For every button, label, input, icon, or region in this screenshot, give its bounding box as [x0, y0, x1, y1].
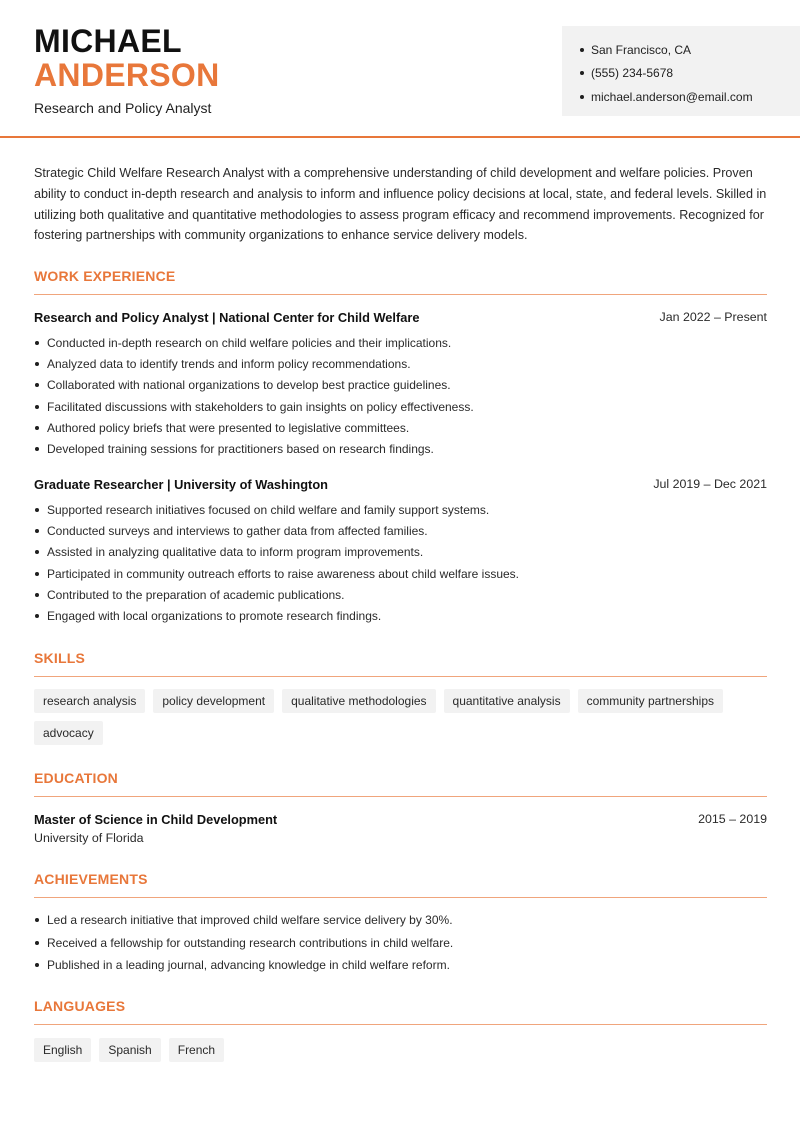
- section-divider: [34, 294, 767, 295]
- list-item: Supported research initiatives focused on child welfare and family support systems.: [34, 499, 767, 520]
- list-item: Authored policy briefs that were presented to legislative committees.: [34, 417, 767, 438]
- language-tag: Spanish: [99, 1038, 160, 1062]
- bullet-icon: [35, 572, 39, 576]
- list-item: Collaborated with national organizations to develop best practice guidelines.: [34, 375, 767, 396]
- language-tag: English: [34, 1038, 91, 1062]
- list-item: Led a research initiative that improved child welfare service delivery by 30%.: [34, 909, 767, 932]
- section-divider: [34, 676, 767, 677]
- summary-paragraph: Strategic Child Welfare Research Analyst with a comprehensive understanding of child development and welfare policies. Proven ability to conduct in-depth research and analysis to inform and influence policy decisions at local, state, and federal levels. Skilled in utilizing both qualitative and quantitative methodologies to assess program efficacy and recommend improvements. Recognized for fostering partnerships with community organizations to enhance service delivery models.: [34, 166, 767, 243]
- list-item: Conducted in-depth research on child welfare policies and their implications.: [34, 332, 767, 353]
- section-divider: [34, 796, 767, 797]
- bullet-icon: [35, 918, 39, 922]
- bullet-icon: [35, 341, 39, 345]
- list-item: Contributed to the preparation of academic publications.: [34, 584, 767, 605]
- job-dates: Jan 2022 – Present: [659, 310, 767, 324]
- degree-title: Master of Science in Child Development: [34, 812, 278, 827]
- job-bullets: [34, 332, 767, 460]
- skill-tag: policy development: [153, 689, 274, 713]
- bullet-icon: [35, 426, 39, 430]
- bullet-icon: [35, 508, 39, 512]
- role-title: Research and Policy Analyst: [34, 100, 212, 116]
- skill-tag: advocacy: [34, 721, 103, 745]
- education-dates: 2015 – 2019: [698, 812, 767, 826]
- list-item: Participated in community outreach efforts to raise awareness about child welfare issues.: [34, 563, 767, 584]
- language-tag: French: [169, 1038, 224, 1062]
- section-title-achievements: ACHIEVEMENTS: [34, 871, 148, 887]
- bullet-icon: [35, 405, 39, 409]
- skill-tag: community partnerships: [578, 689, 723, 713]
- resume-header: [0, 0, 800, 138]
- section-divider: [34, 1024, 767, 1025]
- bullet-icon: [35, 529, 39, 533]
- skill-tag: qualitative methodologies: [282, 689, 435, 713]
- bullet-icon: [580, 71, 584, 75]
- job-title: Graduate Researcher | University of Washington: [34, 477, 328, 492]
- section-title-skills: SKILLS: [34, 650, 85, 666]
- section-divider: [34, 897, 767, 898]
- bullet-icon: [35, 963, 39, 967]
- bullet-icon: [35, 550, 39, 554]
- section-title-education: EDUCATION: [34, 770, 118, 786]
- language-tags: [34, 1038, 767, 1062]
- skill-tag: research analysis: [34, 689, 145, 713]
- bullet-icon: [580, 95, 584, 99]
- bullet-icon: [35, 614, 39, 618]
- bullet-icon: [35, 447, 39, 451]
- contact-email: michael.anderson@email.com: [580, 85, 800, 109]
- bullet-icon: [35, 941, 39, 945]
- bullet-icon: [35, 362, 39, 366]
- last-name: ANDERSON: [34, 57, 220, 93]
- school-name: University of Florida: [34, 831, 144, 845]
- job-dates: Jul 2019 – Dec 2021: [653, 477, 767, 491]
- list-item: Assisted in analyzing qualitative data to inform program improvements.: [34, 542, 767, 563]
- achievement-bullets: [34, 909, 767, 977]
- contact-phone: (555) 234-5678: [580, 62, 800, 86]
- skills-tags: [34, 689, 767, 745]
- job-bullets: [34, 499, 767, 627]
- contact-box: [562, 26, 800, 116]
- skill-tag: quantitative analysis: [444, 689, 570, 713]
- list-item: Received a fellowship for outstanding research contributions in child welfare.: [34, 932, 767, 955]
- list-item: Analyzed data to identify trends and inform policy recommendations.: [34, 353, 767, 374]
- list-item: Published in a leading journal, advancing knowledge in child welfare reform.: [34, 954, 767, 977]
- list-item: Developed training sessions for practitioners based on research findings.: [34, 438, 767, 459]
- list-item: Facilitated discussions with stakeholders to gain insights on policy effectiveness.: [34, 396, 767, 417]
- contact-location: San Francisco, CA: [580, 38, 800, 62]
- bullet-icon: [35, 593, 39, 597]
- section-title-languages: LANGUAGES: [34, 998, 126, 1014]
- bullet-icon: [580, 48, 584, 52]
- list-item: Conducted surveys and interviews to gather data from affected families.: [34, 520, 767, 541]
- section-title-work: WORK EXPERIENCE: [34, 268, 176, 284]
- first-name: MICHAEL: [34, 23, 182, 59]
- bullet-icon: [35, 383, 39, 387]
- list-item: Engaged with local organizations to promote research findings.: [34, 605, 767, 626]
- job-title: Research and Policy Analyst | National Center for Child Welfare: [34, 310, 420, 325]
